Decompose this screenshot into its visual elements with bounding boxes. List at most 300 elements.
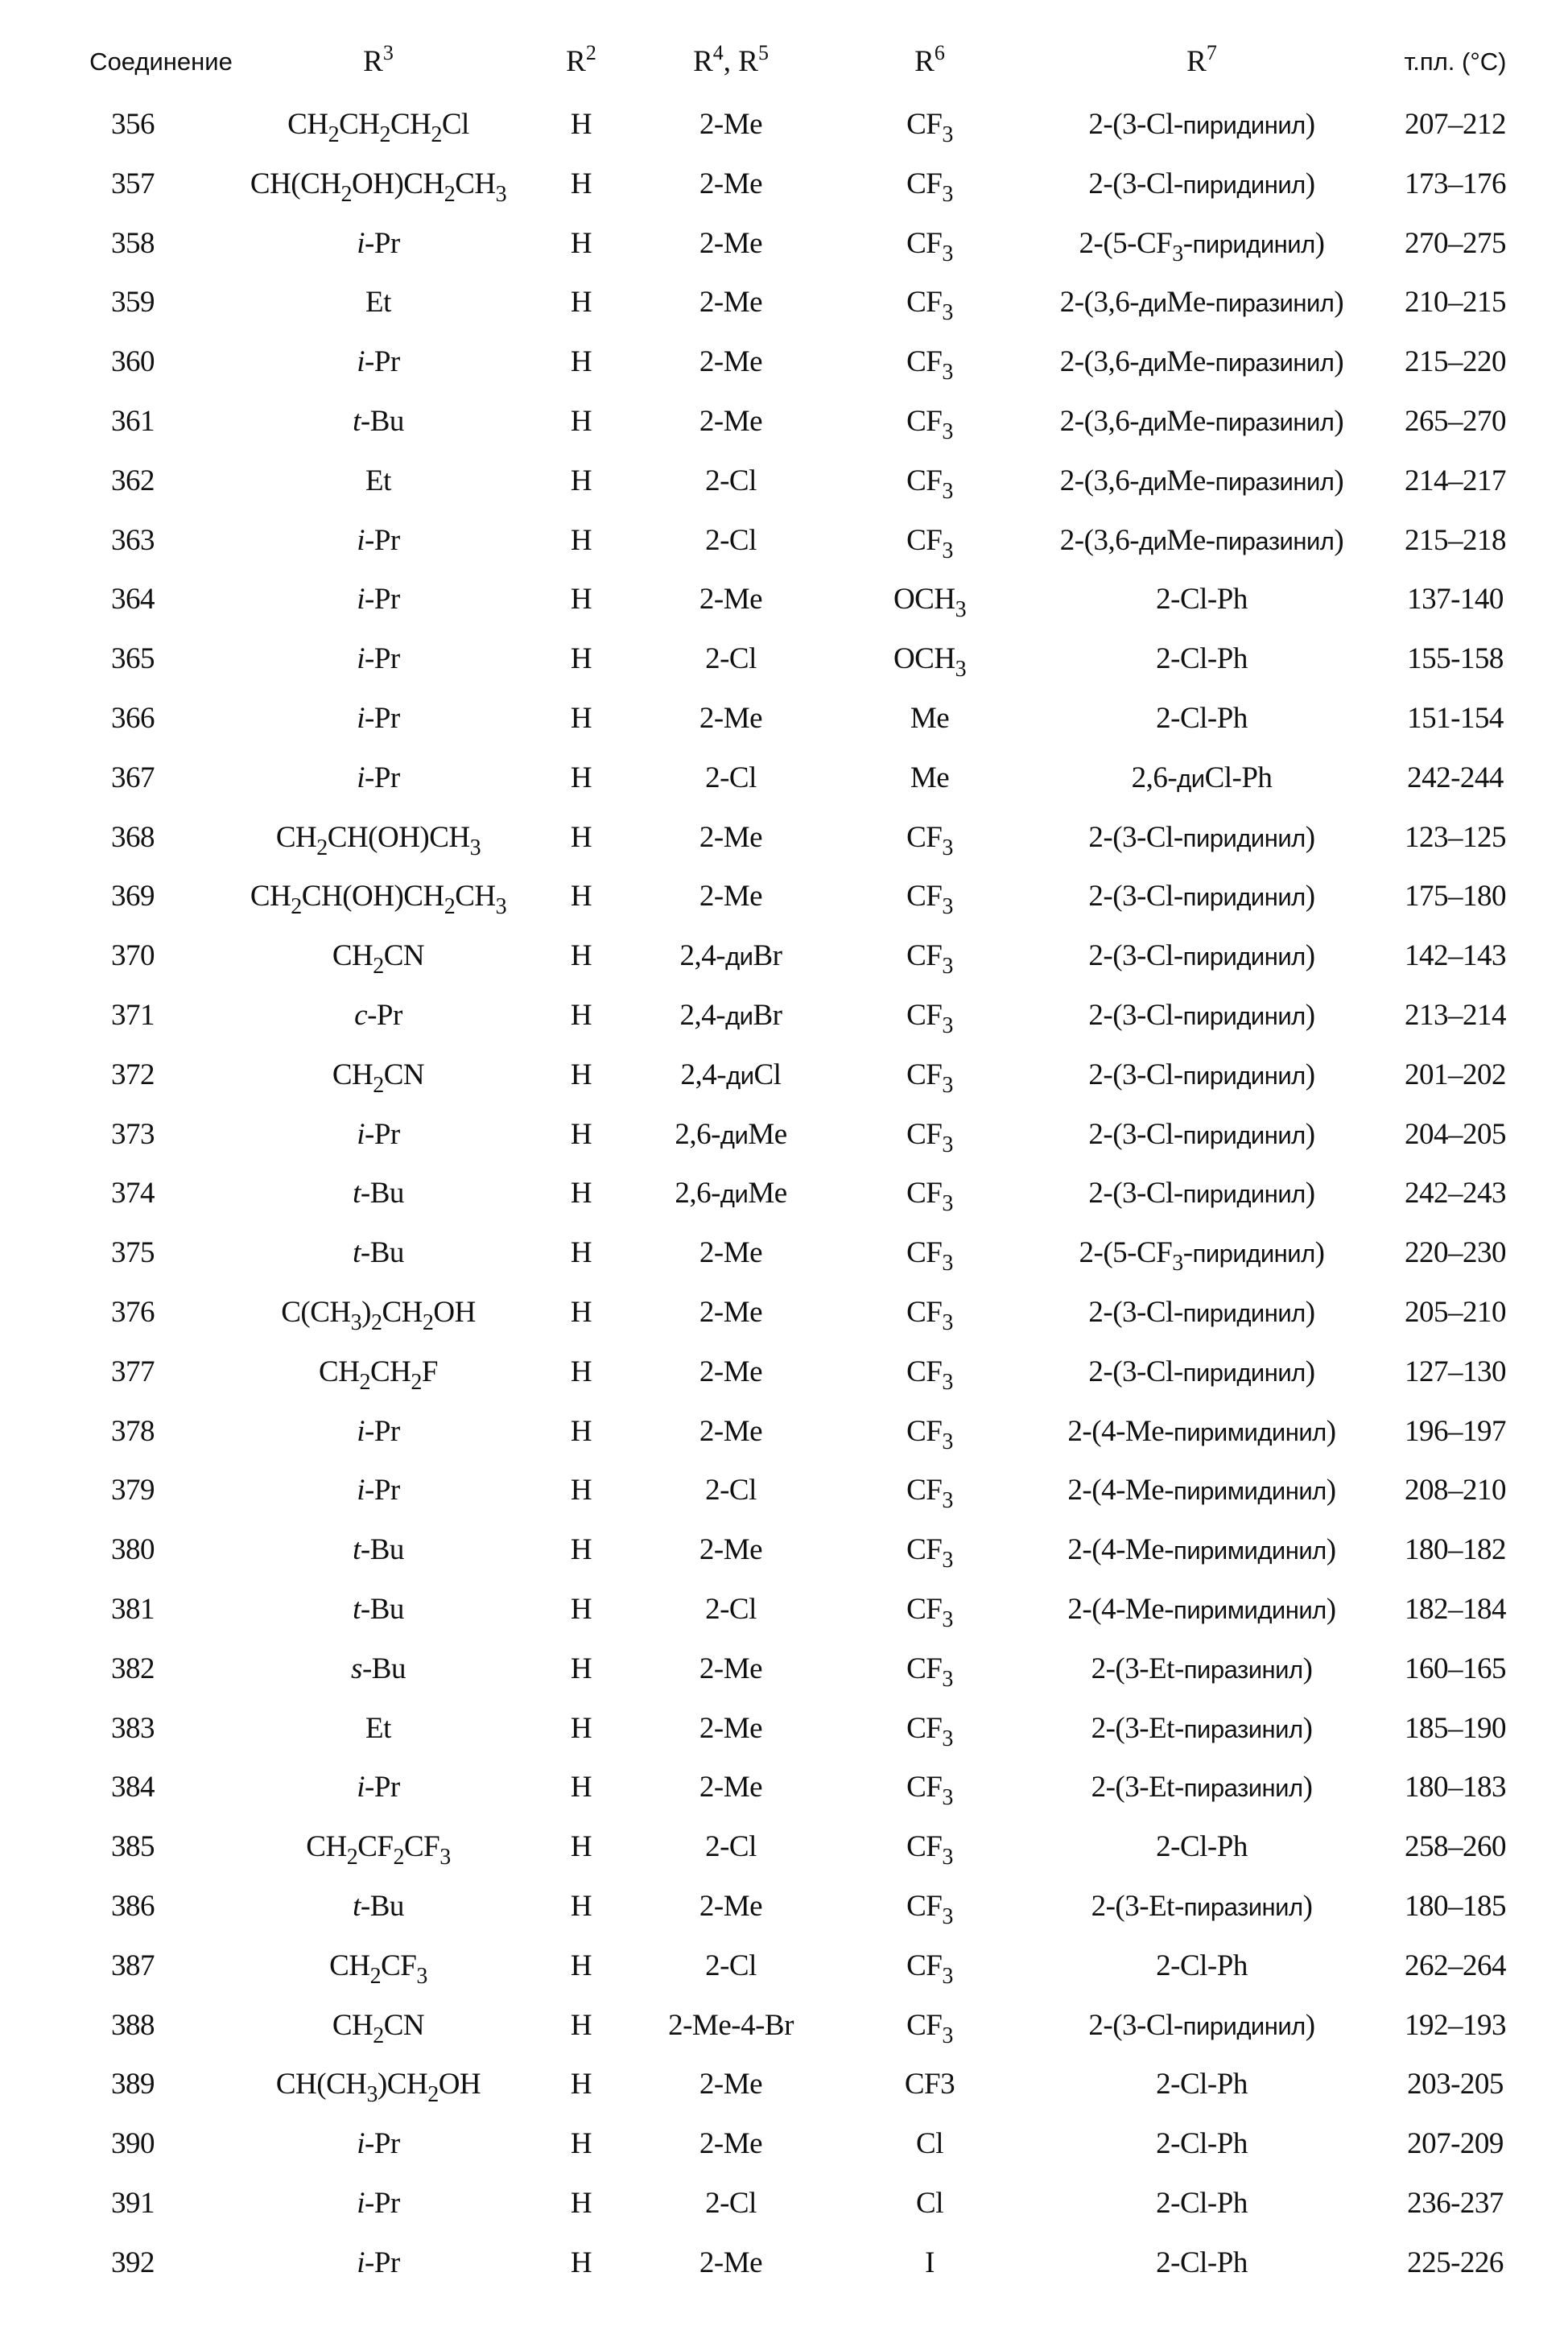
melting-point-value: 155-158 bbox=[1407, 642, 1504, 676]
r4-r5-value: 2-Me bbox=[699, 880, 763, 913]
r2-value: H bbox=[570, 702, 592, 735]
melting-point-value: 215–218 bbox=[1405, 523, 1506, 557]
compound-number: 382 bbox=[111, 1652, 155, 1685]
r4-r5-value: 2-Me bbox=[699, 1355, 763, 1388]
table-row bbox=[0, 273, 1568, 332]
r7-value: 2-(3-Cl-пиридинил) bbox=[1088, 1355, 1315, 1388]
table-row bbox=[0, 1817, 1568, 1877]
melting-point-value: 151-154 bbox=[1407, 702, 1504, 735]
melting-point-value: 214–217 bbox=[1405, 464, 1506, 497]
table-row bbox=[0, 629, 1568, 689]
r4-r5-value: 2-Cl bbox=[705, 1830, 757, 1864]
compound-number: 373 bbox=[111, 1117, 155, 1151]
melting-point-value: 173–176 bbox=[1405, 167, 1506, 200]
melting-point-value: 204–205 bbox=[1405, 1117, 1506, 1151]
r7-value: $2-(5-CF_3-пиридинил)$ bbox=[1079, 226, 1325, 266]
compound-number: 372 bbox=[111, 1058, 155, 1091]
table-row bbox=[0, 1461, 1568, 1520]
r7-value: 2-Cl-Ph bbox=[1156, 1949, 1248, 1982]
r6-value: $CF_3$ bbox=[906, 1652, 953, 1692]
r2-value: H bbox=[570, 167, 592, 200]
r6-value: $CF_3$ bbox=[906, 1890, 953, 1929]
r6-value: $CF_3$ bbox=[906, 108, 953, 147]
r3-value: t-Bu bbox=[353, 1890, 404, 1923]
r2-value: H bbox=[570, 880, 592, 913]
r2-value: H bbox=[570, 2246, 592, 2279]
r6-value: $CF_3$ bbox=[906, 1355, 953, 1395]
melting-point-value: 123–125 bbox=[1405, 820, 1506, 854]
melting-point-value: 180–185 bbox=[1405, 1890, 1506, 1923]
r6-value: $CF_3$ bbox=[906, 820, 953, 860]
compound-number: 376 bbox=[111, 1296, 155, 1329]
r7-value: 2-(4-Me-пиримидинил) bbox=[1067, 1474, 1336, 1507]
r7-value: 2-(4-Me-пиримидинил) bbox=[1067, 1533, 1336, 1567]
compound-number: 388 bbox=[111, 2008, 155, 2042]
r6-value: $CF_3$ bbox=[906, 1058, 953, 1098]
table-row bbox=[0, 2174, 1568, 2233]
r3-value: t-Bu bbox=[353, 1177, 404, 1210]
r6-value: $CF_3$ bbox=[906, 1117, 953, 1157]
compound-number: 361 bbox=[111, 405, 155, 438]
compound-number: 369 bbox=[111, 880, 155, 913]
table-row bbox=[0, 1164, 1568, 1223]
compound-number: 387 bbox=[111, 1949, 155, 1982]
r2-value: H bbox=[570, 405, 592, 438]
compound-number: 375 bbox=[111, 1236, 155, 1270]
r2-value: H bbox=[570, 1890, 592, 1923]
r7-value: 2-Cl-Ph bbox=[1156, 2127, 1248, 2161]
melting-point-value: 225-226 bbox=[1407, 2246, 1504, 2279]
r4-r5-value: 2-Me bbox=[699, 820, 763, 854]
r2-value: H bbox=[570, 226, 592, 260]
r4-r5-value: 2,4-диBr bbox=[679, 939, 782, 973]
r6-value: Me bbox=[910, 761, 950, 794]
r2-value: H bbox=[570, 2068, 592, 2101]
r2-value: H bbox=[570, 1236, 592, 1270]
r2-value: H bbox=[570, 108, 592, 141]
r3-value: $CH_2CH_2F$ bbox=[319, 1355, 438, 1395]
r6-value: $OCH_3$ bbox=[893, 583, 967, 623]
r4-r5-value: 2-Me bbox=[699, 1890, 763, 1923]
r3-value: Et bbox=[365, 464, 391, 497]
r6-value: $CF_3$ bbox=[906, 1830, 953, 1870]
r2-value: H bbox=[570, 1533, 592, 1567]
r6-value: $CF_3$ bbox=[906, 226, 953, 266]
table-row bbox=[0, 867, 1568, 926]
r4-r5-value: 2-Me-4-Br bbox=[668, 2008, 794, 2042]
r4-r5-value: 2-Me bbox=[699, 226, 763, 260]
table-row bbox=[0, 749, 1568, 808]
compound-number: 367 bbox=[111, 761, 155, 794]
r7-value: 2,6-диCl-Ph bbox=[1131, 761, 1273, 794]
compound-number: 370 bbox=[111, 939, 155, 973]
table-row bbox=[0, 1639, 1568, 1699]
r6-value: $CF_3$ bbox=[906, 1533, 953, 1573]
r7-value: 2-(3-Et-пиразинил) bbox=[1091, 1711, 1313, 1745]
compound-number: 368 bbox=[111, 820, 155, 854]
compound-number: 389 bbox=[111, 2068, 155, 2101]
compound-number: 362 bbox=[111, 464, 155, 497]
melting-point-value: 127–130 bbox=[1405, 1355, 1506, 1388]
r7-value: 2-Cl-Ph bbox=[1156, 702, 1248, 735]
r4-r5-value: 2-Me bbox=[699, 1771, 763, 1804]
melting-point-value: 207–212 bbox=[1405, 108, 1506, 141]
r6-value: $CF_3$ bbox=[906, 405, 953, 444]
melting-point-value: 258–260 bbox=[1405, 1830, 1506, 1864]
melting-point-value: 182–184 bbox=[1405, 1593, 1506, 1626]
compound-number: 380 bbox=[111, 1533, 155, 1567]
table-row bbox=[0, 511, 1568, 571]
r6-value: $CF_3$ bbox=[906, 1177, 953, 1217]
r3-value: i-Pr bbox=[357, 226, 400, 260]
table-row bbox=[0, 2055, 1568, 2114]
r2-value: H bbox=[570, 1771, 592, 1804]
r2-value: H bbox=[570, 1414, 592, 1448]
r7-value: 2-(3,6-диMe-пиразинил) bbox=[1059, 523, 1344, 557]
r3-value: $CH_2CN$ bbox=[332, 1058, 425, 1098]
r6-value: $CF_3$ bbox=[906, 1414, 953, 1454]
r4-r5-value: 2,6-диMe bbox=[675, 1177, 787, 1210]
r2-value: H bbox=[570, 2008, 592, 2042]
r3-value: $C(CH_3)_2CH_2OH$ bbox=[281, 1296, 476, 1335]
compound-number: 363 bbox=[111, 523, 155, 557]
r4-r5-value: 2-Cl bbox=[705, 761, 757, 794]
r3-value: i-Pr bbox=[357, 2187, 400, 2220]
r2-value: H bbox=[570, 1058, 592, 1091]
r3-value: t-Bu bbox=[353, 405, 404, 438]
table-row bbox=[0, 2233, 1568, 2293]
compound-number: 386 bbox=[111, 1890, 155, 1923]
r2-value: H bbox=[570, 1474, 592, 1507]
r2-value: H bbox=[570, 1652, 592, 1685]
r6-value: $CF_3$ bbox=[906, 286, 953, 326]
r2-value: H bbox=[570, 761, 592, 794]
r2-value: H bbox=[570, 1593, 592, 1626]
r4-r5-value: 2-Me bbox=[699, 405, 763, 438]
table-row bbox=[0, 1699, 1568, 1759]
r7-value: 2-(3-Et-пиразинил) bbox=[1091, 1890, 1313, 1923]
melting-point-value: 201–202 bbox=[1405, 1058, 1506, 1091]
r6-value: $CF_3$ bbox=[906, 1711, 953, 1751]
r4-r5-value: 2-Me bbox=[699, 2127, 763, 2161]
r7-value: 2-(4-Me-пиримидинил) bbox=[1067, 1593, 1336, 1626]
compound-number: 356 bbox=[111, 108, 155, 141]
compound-number: 371 bbox=[111, 999, 155, 1032]
r6-value: $CF_3$ bbox=[906, 1474, 953, 1514]
r4-r5-value: 2-Cl bbox=[705, 523, 757, 557]
r6-value: $CF_3$ bbox=[906, 1771, 953, 1811]
r4-r5-value: 2-Me bbox=[699, 1236, 763, 1270]
r4-r5-value: 2-Cl bbox=[705, 464, 757, 497]
r3-value: i-Pr bbox=[357, 345, 400, 379]
table-row bbox=[0, 2114, 1568, 2174]
r6-value: $CF_3$ bbox=[906, 999, 953, 1038]
r7-value: 2-(4-Me-пиримидинил) bbox=[1067, 1414, 1336, 1448]
r7-value: 2-(3-Cl-пиридинил) bbox=[1088, 167, 1315, 200]
r2-value: H bbox=[570, 1177, 592, 1210]
r3-value: i-Pr bbox=[357, 761, 400, 794]
compound-number: 381 bbox=[111, 1593, 155, 1626]
r4-r5-value: 2-Me bbox=[699, 1296, 763, 1329]
r3-value: i-Pr bbox=[357, 2246, 400, 2279]
header-r3: $R^3$ bbox=[363, 41, 394, 78]
compound-number: 378 bbox=[111, 1414, 155, 1448]
r7-value: 2-(3,6-диMe-пиразинил) bbox=[1059, 286, 1344, 320]
header-melting-point: т.пл. (°C) bbox=[1404, 47, 1507, 76]
r4-r5-value: 2-Me bbox=[699, 167, 763, 200]
table-row bbox=[0, 1996, 1568, 2056]
melting-point-value: 262–264 bbox=[1405, 1949, 1506, 1982]
header-r7: $R^7$ bbox=[1186, 41, 1217, 78]
table-row bbox=[0, 1342, 1568, 1402]
table-row bbox=[0, 689, 1568, 749]
compound-number: 357 bbox=[111, 167, 155, 200]
r4-r5-value: 2-Cl bbox=[705, 1593, 757, 1626]
compound-number: 366 bbox=[111, 702, 155, 735]
r3-value: i-Pr bbox=[357, 1414, 400, 1448]
r7-value: 2-Cl-Ph bbox=[1156, 583, 1248, 617]
r3-value: $CH_2CH(OH)CH_2CH_3$ bbox=[250, 880, 507, 920]
r6-value: $CF_3$ bbox=[906, 1593, 953, 1632]
r3-value: s-Bu bbox=[351, 1652, 406, 1685]
melting-point-value: 205–210 bbox=[1405, 1296, 1506, 1329]
compound-number: 384 bbox=[111, 1771, 155, 1804]
r3-value: Et bbox=[365, 286, 391, 320]
r7-value: 2-Cl-Ph bbox=[1156, 1830, 1248, 1864]
r2-value: H bbox=[570, 1296, 592, 1329]
r7-value: $2-(5-CF_3-пиридинил)$ bbox=[1079, 1236, 1325, 1276]
table-row bbox=[0, 392, 1568, 452]
melting-point-value: 180–183 bbox=[1405, 1771, 1506, 1804]
r2-value: H bbox=[570, 820, 592, 854]
table-row bbox=[0, 452, 1568, 511]
melting-point-value: 160–165 bbox=[1405, 1652, 1506, 1685]
r3-value: $CH_2CN$ bbox=[332, 2008, 425, 2048]
r2-value: H bbox=[570, 583, 592, 617]
r4-r5-value: 2-Me bbox=[699, 2246, 763, 2279]
table-row bbox=[0, 332, 1568, 392]
compound-number: 359 bbox=[111, 286, 155, 320]
r2-value: H bbox=[570, 1949, 592, 1982]
table-header-row bbox=[0, 32, 1568, 92]
melting-point-value: 210–215 bbox=[1405, 286, 1506, 320]
melting-point-value: 175–180 bbox=[1405, 880, 1506, 913]
table-row bbox=[0, 95, 1568, 155]
r4-r5-value: 2-Me bbox=[699, 108, 763, 141]
compound-number: 377 bbox=[111, 1355, 155, 1388]
melting-point-value: 180–182 bbox=[1405, 1533, 1506, 1567]
r4-r5-value: 2-Me bbox=[699, 1414, 763, 1448]
r3-value: i-Pr bbox=[357, 1474, 400, 1507]
r7-value: 2-Cl-Ph bbox=[1156, 642, 1248, 676]
r3-value: t-Bu bbox=[353, 1533, 404, 1567]
compound-number: 385 bbox=[111, 1830, 155, 1864]
table-row bbox=[0, 1105, 1568, 1165]
r3-value: t-Bu bbox=[353, 1236, 404, 1270]
r3-value: $CH_2CF_3$ bbox=[329, 1949, 427, 1989]
table-row bbox=[0, 155, 1568, 214]
r7-value: 2-(3-Et-пиразинил) bbox=[1091, 1771, 1313, 1804]
r4-r5-value: 2-Me bbox=[699, 1652, 763, 1685]
melting-point-value: 203-205 bbox=[1407, 2068, 1504, 2101]
r2-value: H bbox=[570, 642, 592, 676]
r7-value: 2-(3-Cl-пиридинил) bbox=[1088, 999, 1315, 1032]
r7-value: 2-Cl-Ph bbox=[1156, 2187, 1248, 2220]
r4-r5-value: 2-Me bbox=[699, 2068, 763, 2101]
melting-point-value: 213–214 bbox=[1405, 999, 1506, 1032]
r3-value: $CH(CH_2OH)CH_2CH_3$ bbox=[250, 167, 507, 207]
r4-r5-value: 2-Cl bbox=[705, 1474, 757, 1507]
r4-r5-value: 2-Cl bbox=[705, 2187, 757, 2220]
compound-number: 390 bbox=[111, 2127, 155, 2161]
table-row bbox=[0, 1877, 1568, 1936]
melting-point-value: 220–230 bbox=[1405, 1236, 1506, 1270]
r7-value: 2-(3-Cl-пиридинил) bbox=[1088, 880, 1315, 913]
r6-value: $CF_3$ bbox=[906, 1236, 953, 1276]
melting-point-value: 192–193 bbox=[1405, 2008, 1506, 2042]
r7-value: 2-(3-Cl-пиридинил) bbox=[1088, 1177, 1315, 1210]
table-row bbox=[0, 1283, 1568, 1342]
table-row bbox=[0, 1758, 1568, 1817]
r3-value: $CH_2CH_2CH_2Cl$ bbox=[287, 108, 469, 147]
melting-point-value: 207-209 bbox=[1407, 2127, 1504, 2161]
r6-value: $CF_3$ bbox=[906, 345, 953, 386]
r6-value: $CF_3$ bbox=[906, 2008, 953, 2048]
r6-value: $CF_3$ bbox=[906, 523, 953, 563]
melting-point-value: 242-244 bbox=[1407, 761, 1504, 794]
r6-value: I bbox=[925, 2246, 935, 2279]
table-row bbox=[0, 986, 1568, 1045]
r7-value: 2-Cl-Ph bbox=[1156, 2246, 1248, 2279]
table-row bbox=[0, 1223, 1568, 1283]
compound-number: 365 bbox=[111, 642, 155, 676]
r7-value: 2-(3-Cl-пиридинил) bbox=[1088, 1058, 1315, 1091]
r3-value: $CH_2CH(OH)CH_3$ bbox=[275, 820, 481, 860]
r6-value: $CF_3$ bbox=[906, 1949, 953, 1989]
table-row bbox=[0, 1402, 1568, 1462]
melting-point-value: 137-140 bbox=[1407, 583, 1504, 617]
melting-point-value: 265–270 bbox=[1405, 405, 1506, 438]
melting-point-value: 236-237 bbox=[1407, 2187, 1504, 2220]
r7-value: 2-(3-Cl-пиридинил) bbox=[1088, 1296, 1315, 1329]
r6-value: $OCH_3$ bbox=[893, 642, 967, 683]
melting-point-value: 142–143 bbox=[1405, 939, 1506, 973]
r7-value: 2-(3-Cl-пиридинил) bbox=[1088, 939, 1315, 973]
r7-value: 2-(3,6-диMe-пиразинил) bbox=[1059, 405, 1344, 438]
r6-value: CF3 bbox=[904, 2068, 955, 2101]
r3-value: t-Bu bbox=[353, 1593, 404, 1626]
r7-value: 2-(3-Cl-пиридинил) bbox=[1088, 1117, 1315, 1151]
r7-value: 2-(3,6-диMe-пиразинил) bbox=[1059, 464, 1344, 497]
r3-value: c-Pr bbox=[354, 999, 402, 1032]
r2-value: H bbox=[570, 464, 592, 497]
header-r2: $R^2$ bbox=[566, 41, 596, 78]
table-row bbox=[0, 1520, 1568, 1580]
r7-value: 2-(3,6-диMe-пиразинил) bbox=[1059, 345, 1344, 379]
r2-value: H bbox=[570, 523, 592, 557]
compound-number: 358 bbox=[111, 226, 155, 260]
header-r4-r5: $R^4$, $R^5$ bbox=[693, 41, 769, 78]
r2-value: H bbox=[570, 939, 592, 973]
r2-value: H bbox=[570, 345, 592, 379]
r4-r5-value: 2-Me bbox=[699, 345, 763, 379]
r4-r5-value: 2-Cl bbox=[705, 1949, 757, 1982]
r4-r5-value: 2-Me bbox=[699, 583, 763, 617]
r3-value: $CH(CH_3)CH_2OH$ bbox=[275, 2068, 481, 2108]
r3-value: i-Pr bbox=[357, 642, 400, 676]
r6-value: $CF_3$ bbox=[906, 880, 953, 920]
r2-value: H bbox=[570, 1355, 592, 1388]
r2-value: H bbox=[570, 999, 592, 1032]
r4-r5-value: 2-Me bbox=[699, 1533, 763, 1567]
compound-number: 383 bbox=[111, 1711, 155, 1745]
r2-value: H bbox=[570, 1830, 592, 1864]
r2-value: H bbox=[570, 2127, 592, 2161]
r6-value: Cl bbox=[916, 2127, 943, 2161]
r3-value: i-Pr bbox=[357, 583, 400, 617]
table-row bbox=[0, 808, 1568, 868]
table-row bbox=[0, 570, 1568, 629]
r3-value: i-Pr bbox=[357, 1771, 400, 1804]
compound-number: 392 bbox=[111, 2246, 155, 2279]
melting-point-value: 215–220 bbox=[1405, 345, 1506, 379]
r3-value: Et bbox=[365, 1711, 391, 1745]
table-row bbox=[0, 214, 1568, 274]
r6-value: $CF_3$ bbox=[906, 1296, 953, 1335]
r4-r5-value: 2-Me bbox=[699, 702, 763, 735]
r3-value: i-Pr bbox=[357, 1117, 400, 1151]
r2-value: H bbox=[570, 286, 592, 320]
melting-point-value: 242–243 bbox=[1405, 1177, 1506, 1210]
r7-value: 2-(3-Cl-пиридинил) bbox=[1088, 820, 1315, 854]
table-row bbox=[0, 1936, 1568, 1996]
melting-point-value: 208–210 bbox=[1405, 1474, 1506, 1507]
r7-value: 2-(3-Et-пиразинил) bbox=[1091, 1652, 1313, 1685]
table-row bbox=[0, 1580, 1568, 1639]
r3-value: $CH_2CN$ bbox=[332, 939, 425, 979]
r6-value: $CF_3$ bbox=[906, 167, 953, 207]
r3-value: i-Pr bbox=[357, 702, 400, 735]
compound-number: 374 bbox=[111, 1177, 155, 1210]
r7-value: 2-(3-Cl-пиридинил) bbox=[1088, 108, 1315, 141]
r2-value: H bbox=[570, 1117, 592, 1151]
r4-r5-value: 2,4-диBr bbox=[679, 999, 782, 1032]
compound-number: 364 bbox=[111, 583, 155, 617]
compound-number: 379 bbox=[111, 1474, 155, 1507]
r6-value: Me bbox=[910, 702, 950, 735]
r4-r5-value: 2-Me bbox=[699, 1711, 763, 1745]
r4-r5-value: 2,4-диCl bbox=[680, 1058, 782, 1091]
compound-number: 360 bbox=[111, 345, 155, 379]
melting-point-value: 185–190 bbox=[1405, 1711, 1506, 1745]
header-r6: $R^6$ bbox=[914, 41, 945, 78]
r6-value: $CF_3$ bbox=[906, 939, 953, 979]
r6-value: Cl bbox=[916, 2187, 943, 2220]
r3-value: i-Pr bbox=[357, 2127, 400, 2161]
r6-value: $CF_3$ bbox=[906, 464, 953, 504]
compound-number: 391 bbox=[111, 2187, 155, 2220]
header-compound: Соединение bbox=[89, 47, 233, 76]
r2-value: H bbox=[570, 2187, 592, 2220]
table-row bbox=[0, 1045, 1568, 1105]
r7-value: 2-Cl-Ph bbox=[1156, 2068, 1248, 2101]
melting-point-value: 196–197 bbox=[1405, 1414, 1506, 1448]
r2-value: H bbox=[570, 1711, 592, 1745]
melting-point-value: 270–275 bbox=[1405, 226, 1506, 260]
table-row bbox=[0, 926, 1568, 986]
r3-value: $CH_2CF_2CF_3$ bbox=[306, 1830, 451, 1870]
r4-r5-value: 2,6-диMe bbox=[675, 1117, 787, 1151]
